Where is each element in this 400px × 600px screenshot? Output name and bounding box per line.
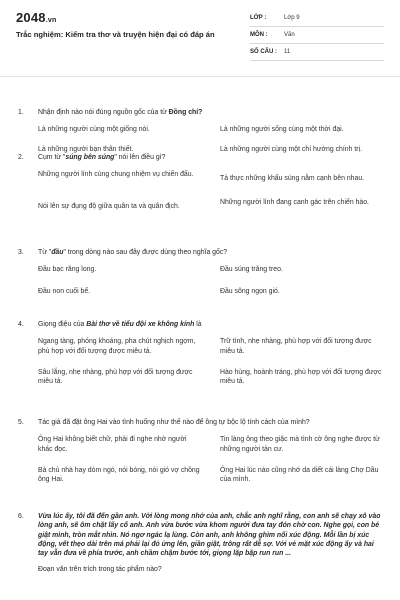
question-text: Đoạn văn trên trích trong tác phẩm nào? — [38, 565, 162, 573]
option-c[interactable]: Nói lên sự đụng độ giữa quân ta và quân địch. — [38, 202, 180, 210]
page-header — [0, 0, 400, 70]
option-a[interactable]: Đầu bạc răng long. — [38, 266, 97, 274]
option-b[interactable]: Tin làng ông theo giặc mà tình cờ ông nghe được từ những người tản cư. — [220, 436, 380, 453]
option-b[interactable]: Là những người sống cùng một thời đại. — [220, 126, 344, 134]
question-4: 4. Giọng điệu của Bài thơ về tiểu đội xe không kính là Ngang tàng, phóng khoáng, pha chút nghịch ngợm, phù hợp với đối tượng được miêu tả. Trữ tình, nhẹ nhàng, phù hợp với đối tượng được miêu tả. Sâu lắng, nhẹ nhàng, phù hợp với đối tượng được miêu tả. Hào hùng, hoành tráng, phù hợp với đối tượng được miêu tả. — [18, 320, 384, 387]
question-1: 1. Nhận định nào nói đúng nguồn gốc của từ Đồng chí? Là những người cùng một giống nòi. Là những người sống cùng một thời đại. Là những người bạn thân thiết. Là những người cùng một chí hướng chính trị. — [18, 108, 384, 155]
question-2: 2. Cụm từ "súng bên súng" nói lên điều gì? Những người lính cùng chung nhiệm vụ chiến đấu. Tả thực những khẩu súng nằm cạnh bên nhau. Nói lên sự đụng độ giữa quân ta và quân địch. Những người lính đang canh gác trên chiến hào. — [18, 153, 384, 211]
option-d[interactable]: Những người lính đang canh gác trên chiến hào. — [220, 198, 369, 206]
option-d[interactable]: Ông Hai lúc nào cũng nhớ da diết cái làng Chợ Dầu của mình. — [220, 466, 379, 484]
option-a[interactable]: Những người lính cùng chung nhiệm vụ chiến đấu. — [38, 171, 194, 179]
question-text: Tác giả đã đặt ông Hai vào tình huống như thế nào để ông tự bộc lộ tính cách của mình? — [38, 419, 310, 426]
option-d[interactable]: Là những người cùng một chí hướng chính trị. — [220, 146, 363, 154]
question-text: Giọng điệu của Bài thơ về tiểu đội xe không kính là — [38, 321, 202, 328]
question-text: Cụm từ "súng bên súng" nói lên điều gì? — [38, 154, 166, 161]
meta-grade: LỚP : Lớp 9 — [250, 10, 384, 27]
site-logo[interactable]: 2048.vn — [16, 10, 57, 25]
meta-question-count: SỐ CÂU : 11 — [250, 44, 384, 61]
option-c[interactable]: Đầu non cuối bể. — [38, 288, 91, 296]
option-b[interactable]: Tả thực những khẩu súng nằm cạnh bên nhau. — [220, 175, 365, 183]
option-b[interactable]: Trữ tình, nhẹ nhàng, phù hợp với đối tượng được miêu tả. — [220, 338, 372, 355]
meta-subject: MÔN : Văn — [250, 27, 384, 44]
test-meta — [250, 10, 384, 61]
question-5: 5. Tác giả đã đặt ông Hai vào tình huống như thế nào để ông tự bộc lộ tính cách của mình? Ông Hai không biết chữ, phải đi nghe nhờ người khác đọc. Tin làng ông theo giặc mà tình cờ ông nghe được từ những người tản cư. Bà chủ nhà hay dòm ngó, nói bóng, nói gió vợ chồng ông Hai. Ông Hai lúc nào cũng nhớ da diết cái làng Chợ Dầu của mình. — [18, 418, 384, 485]
option-c[interactable]: Sâu lắng, nhẹ nhàng, phù hợp với đối tượng được miêu tả. — [38, 368, 193, 386]
question-6: 6. Vừa lúc ấy, tôi đã đến gần anh. Với lòng mong nhớ của anh, chắc anh nghĩ rằng, con anh sẽ chạy xô vào lòng anh, sẽ ôm chặt lấy cổ anh. Anh vừa bước vừa khom người đưa tay đón chờ con. Nghe gọi, con bé giật mình, tròn mắt nhìn. Nó ngơ ngác lạ lùng. Còn anh, anh không ghìm nổi xúc động. Mỗi lần bị xúc động, vết thẹo dài trên má phải lại đỏ ửng lên, giần giật, trông rất dễ sợ. Với vẻ mặt xúc động ấy và hai tay vẫn đưa về phía trước, anh chầm chậm bước tới, giọng lặp bặp run run ... Đoạn văn trên trích trong tác phẩm nào? — [18, 512, 384, 574]
option-a[interactable]: Là những người cùng một giống nòi. — [38, 126, 150, 134]
option-d[interactable]: Đầu sông ngọn gió. — [220, 288, 280, 296]
option-c[interactable]: Bà chủ nhà hay dòm ngó, nói bóng, nói gió vợ chồng ông Hai. — [38, 466, 200, 484]
test-title: Trắc nghiệm: Kiểm tra thơ và truyện hiện đại có đáp án — [16, 30, 215, 39]
option-d[interactable]: Hào hùng, hoành tráng, phù hợp với đối tượng được miêu tả. — [220, 368, 382, 386]
option-b[interactable]: Đầu súng trăng treo. — [220, 266, 283, 274]
option-c[interactable]: Là những người bạn thân thiết. — [38, 146, 134, 154]
passage-text: Vừa lúc ấy, tôi đã đến gần anh. Với lòng mong nhớ của anh, chắc anh nghĩ rằng, con anh sẽ chạy xô vào lòng anh, sẽ ôm chặt lấy cổ anh. Anh vừa bước vừa khom người đưa tay đón chờ con. Nghe gọi, con bé giật mình, tròn mắt nhìn. Nó ngơ ngác lạ lùng. Còn anh, anh không ghìm nổi xúc động. Mỗi lần bị xúc động, vết thẹo dài trên má phải lại đỏ ửng lên, giần giật, trông rất dễ sợ. Với vẻ mặt xúc động ấy và hai tay vẫn đưa về phía trước, anh chầm chậm bước tới, giọng lặp bặp run run ... — [38, 513, 381, 558]
option-a[interactable]: Ông Hai không biết chữ, phải đi nghe nhờ người khác đọc. — [38, 436, 187, 453]
question-3: 3. Từ "đầu" trong dòng nào sau đây được dùng theo nghĩa gốc? Đầu bạc răng long. Đầu súng trăng treo. Đầu non cuối bể. Đầu sông ngọn gió. — [18, 248, 384, 297]
question-text: Nhận định nào nói đúng nguồn gốc của từ Đồng chí? — [38, 109, 203, 116]
question-text: Từ "đầu" trong dòng nào sau đây được dùng theo nghĩa gốc? — [38, 249, 228, 256]
header-divider — [0, 76, 400, 77]
option-a[interactable]: Ngang tàng, phóng khoáng, pha chút nghịch ngợm, phù hợp với đối tượng được miêu tả. — [38, 338, 196, 355]
